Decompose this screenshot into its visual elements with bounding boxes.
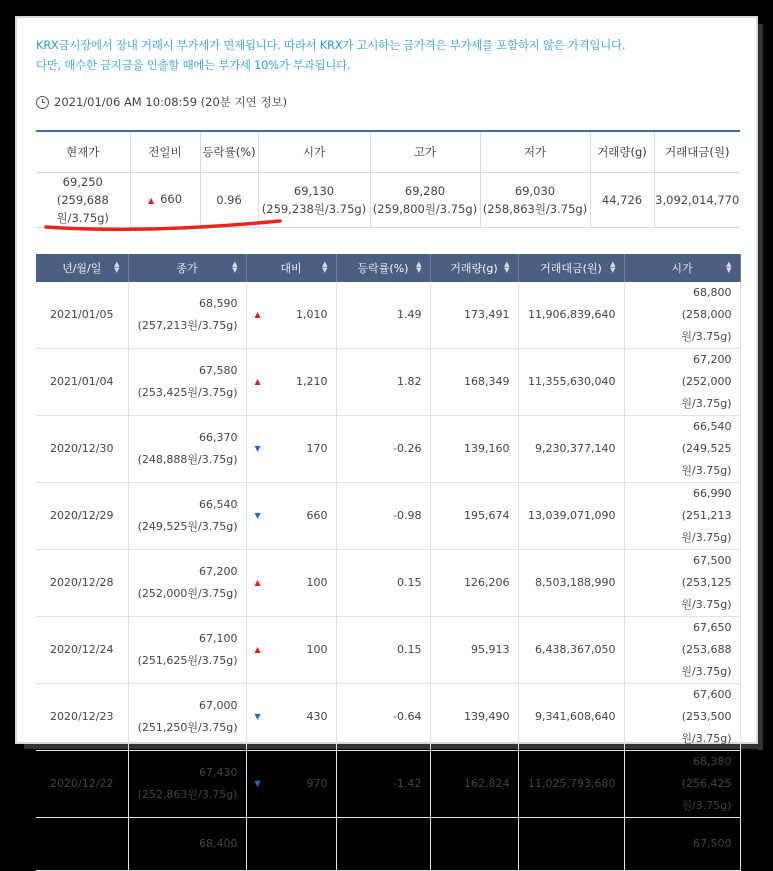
row-rate: -0.64 <box>336 684 430 751</box>
diff-value: 1,210 <box>296 375 328 388</box>
open-price-sub: (253,688원/3.75g) <box>681 643 732 678</box>
open-price: 67,200 <box>693 353 732 366</box>
history-header-row <box>36 254 740 282</box>
close-price: 67,200 <box>199 565 238 578</box>
open-price: 68,800 <box>693 286 732 299</box>
diff-value: 100 <box>306 576 328 589</box>
close-price: 67,000 <box>199 699 238 712</box>
row-diff <box>246 483 336 550</box>
summary-header-high: 고가 <box>370 131 480 173</box>
row-diff <box>246 617 336 684</box>
vat-notice-line2: 다만, 매수한 금지금을 인출할 때에는 부가세 10%가 부과됩니다. <box>36 58 351 72</box>
close-price-sub: (251,250원/3.75g) <box>137 721 238 734</box>
close-price: 67,430 <box>199 766 238 779</box>
sort-icon: ▲ ▼ <box>726 260 732 274</box>
summary-volume: 44,726 <box>590 173 654 228</box>
close-price-sub: (252,000원/3.75g) <box>137 587 238 600</box>
gold-price-page <box>22 22 744 850</box>
table-row <box>36 282 740 349</box>
low-price: 69,030 <box>514 184 556 198</box>
row-rate: 1.82 <box>336 349 430 416</box>
header-close[interactable] <box>128 254 246 282</box>
row-date: 2020/12/24 <box>36 617 128 684</box>
open-price-sub: (249,525원/3.75g) <box>681 442 732 477</box>
sort-icon: ▲ ▼ <box>322 260 328 274</box>
low-price-sub: (258,863원/3.75g) <box>482 202 588 216</box>
row-date: 2021/01/05 <box>36 282 128 349</box>
row-date: 2021/01/04 <box>36 349 128 416</box>
header-rate[interactable] <box>336 254 430 282</box>
summary-header-rate: 등락률(%) <box>200 131 258 173</box>
row-amount: 9,230,377,140 <box>518 416 624 483</box>
triangle-up-icon: ▲ <box>254 310 261 319</box>
row-volume: 126,206 <box>430 550 518 617</box>
header-date-label: 년/월/일 <box>62 262 102 275</box>
row-volume: 195,674 <box>430 483 518 550</box>
diff-value: 100 <box>306 643 328 656</box>
open-price: 67,500 <box>693 554 732 567</box>
row-amount <box>518 818 624 871</box>
summary-header-open: 시가 <box>258 131 370 173</box>
row-diff <box>246 684 336 751</box>
row-open <box>624 684 740 751</box>
header-open-label: 시가 <box>671 262 693 275</box>
header-volume-label: 거래량(g) <box>450 262 498 275</box>
close-price-sub: (251,625원/3.75g) <box>137 654 238 667</box>
header-date[interactable] <box>36 254 128 282</box>
sort-icon: ▲ ▼ <box>504 260 510 274</box>
open-price-sub: (259,238원/3.75g) <box>261 202 367 216</box>
header-diff-label: 대비 <box>280 262 302 275</box>
summary-header-amount: 거래대금(원) <box>654 131 740 173</box>
red-underline-annotation <box>44 218 284 236</box>
vat-notice <box>36 35 625 75</box>
vat-notice-line1: KRX금시장에서 장내 거래시 부가세가 면제됩니다. 따라서 KRX가 고시하는 금가격은 부가세를 포함하지 않은 가격입니다. <box>36 38 626 52</box>
open-price-sub: (253,125원/3.75g) <box>681 576 732 611</box>
close-price-sub: (252,863원/3.75g) <box>137 788 238 801</box>
row-volume: 139,160 <box>430 416 518 483</box>
diff-value: 660 <box>306 509 328 522</box>
row-rate: 0.15 <box>336 617 430 684</box>
sort-icon: ▲ ▼ <box>232 260 238 274</box>
open-price: 67,500 <box>693 837 732 850</box>
diff-value: 430 <box>306 710 328 723</box>
row-amount: 8,503,188,990 <box>518 550 624 617</box>
row-close <box>128 349 246 416</box>
row-close <box>128 617 246 684</box>
triangle-up-icon: ▲ <box>254 578 261 587</box>
history-table <box>36 254 741 871</box>
row-open <box>624 617 740 684</box>
sort-icon: ▲ ▼ <box>416 260 422 274</box>
table-row <box>36 550 740 617</box>
row-close <box>128 684 246 751</box>
summary-header-row <box>36 131 740 173</box>
triangle-up-icon: ▲ <box>254 645 261 654</box>
row-diff <box>246 550 336 617</box>
open-price: 66,990 <box>693 487 732 500</box>
header-volume[interactable] <box>430 254 518 282</box>
triangle-down-icon: ▼ <box>254 444 261 453</box>
table-row <box>36 617 740 684</box>
row-volume: 173,491 <box>430 282 518 349</box>
row-date: 2020/12/28 <box>36 550 128 617</box>
row-date: 2020/12/23 <box>36 684 128 751</box>
current-price: 69,250 <box>62 175 103 189</box>
high-price-sub: (259,800원/3.75g) <box>372 202 478 216</box>
row-amount: 11,025,793,680 <box>518 751 624 818</box>
open-price: 68,380 <box>693 755 732 768</box>
open-price: 67,650 <box>693 621 732 634</box>
row-date: 2020/12/22 <box>36 751 128 818</box>
row-diff <box>246 416 336 483</box>
row-volume <box>430 818 518 871</box>
open-price-sub: (256,425원/3.75g) <box>681 777 732 812</box>
summary-header-volume: 거래량(g) <box>590 131 654 173</box>
row-open <box>624 550 740 617</box>
sort-icon: ▲ ▼ <box>610 260 616 274</box>
row-open <box>624 483 740 550</box>
table-row <box>36 751 740 818</box>
row-close <box>128 550 246 617</box>
triangle-up-icon: ▲ <box>147 196 155 205</box>
close-price: 68,590 <box>199 297 238 310</box>
close-price: 68,400 <box>199 837 238 850</box>
table-row <box>36 416 740 483</box>
header-amount-label: 거래대금(원) <box>540 262 602 275</box>
row-open <box>624 751 740 818</box>
triangle-down-icon: ▼ <box>254 712 261 721</box>
summary-header-low: 저가 <box>480 131 590 173</box>
summary-header-change: 전일비 <box>130 131 200 173</box>
summary-header-current: 현재가 <box>36 131 130 173</box>
summary-amount: 3,092,014,770 <box>654 173 740 228</box>
timestamp-row <box>36 94 287 110</box>
close-price: 67,100 <box>199 632 238 645</box>
close-price-sub: (248,888원/3.75g) <box>137 453 238 466</box>
open-price-sub: (253,500원/3.75g) <box>681 710 732 745</box>
header-close-label: 종가 <box>176 262 198 275</box>
current-price-sub: (259,688원/3.75g) <box>56 193 109 225</box>
triangle-down-icon: ▼ <box>254 511 261 520</box>
table-row <box>36 483 740 550</box>
row-open <box>624 416 740 483</box>
row-diff <box>246 349 336 416</box>
table-row <box>36 684 740 751</box>
row-amount: 11,906,839,640 <box>518 282 624 349</box>
header-diff[interactable] <box>246 254 336 282</box>
row-rate <box>336 818 430 871</box>
header-amount[interactable] <box>518 254 624 282</box>
row-volume: 162,824 <box>430 751 518 818</box>
open-price-sub: (251,213원/3.75g) <box>681 509 732 544</box>
row-rate: 1.49 <box>336 282 430 349</box>
diff-value: 970 <box>306 777 328 790</box>
close-price: 66,370 <box>199 431 238 444</box>
sort-icon: ▲ ▼ <box>114 260 120 274</box>
history-body <box>36 282 740 871</box>
row-open <box>624 349 740 416</box>
open-price-sub: (258,000원/3.75g) <box>681 308 732 343</box>
row-open <box>624 818 740 871</box>
row-rate: -0.26 <box>336 416 430 483</box>
row-date <box>36 818 128 871</box>
table-row <box>36 349 740 416</box>
close-price: 67,580 <box>199 364 238 377</box>
row-volume: 139,490 <box>430 684 518 751</box>
header-rate-label: 등락률(%) <box>357 262 409 275</box>
row-close <box>128 751 246 818</box>
row-amount: 9,341,608,640 <box>518 684 624 751</box>
diff-value: 1,010 <box>296 308 328 321</box>
row-date: 2020/12/30 <box>36 416 128 483</box>
row-rate: -1.42 <box>336 751 430 818</box>
row-close <box>128 818 246 871</box>
diff-value: 170 <box>306 442 328 455</box>
row-amount: 13,039,071,090 <box>518 483 624 550</box>
frame-shadow-right <box>758 24 763 750</box>
triangle-down-icon: ▼ <box>254 779 261 788</box>
summary-low <box>480 173 590 228</box>
clock-icon <box>36 96 49 109</box>
row-date: 2020/12/29 <box>36 483 128 550</box>
row-volume: 95,913 <box>430 617 518 684</box>
summary-table <box>36 130 740 228</box>
close-price-sub: (249,525원/3.75g) <box>137 520 238 533</box>
row-rate: -0.98 <box>336 483 430 550</box>
row-rate: 0.15 <box>336 550 430 617</box>
timestamp-text: 2021/01/06 AM 10:08:59 (20분 지연 정보) <box>54 95 288 109</box>
close-price-sub: (253,425원/3.75g) <box>137 386 238 399</box>
open-price-sub: (252,000원/3.75g) <box>681 375 732 410</box>
row-close <box>128 483 246 550</box>
row-diff <box>246 282 336 349</box>
change-value: 660 <box>160 192 183 206</box>
high-price: 69,280 <box>404 184 446 198</box>
open-price: 66,540 <box>693 420 732 433</box>
close-price-sub: (257,213원/3.75g) <box>137 319 238 332</box>
row-open <box>624 282 740 349</box>
row-diff <box>246 751 336 818</box>
summary-high <box>370 173 480 228</box>
row-amount: 11,355,630,040 <box>518 349 624 416</box>
table-row <box>36 818 740 871</box>
row-diff <box>246 818 336 871</box>
triangle-up-icon: ▲ <box>254 377 261 386</box>
row-amount: 6,438,367,050 <box>518 617 624 684</box>
row-close <box>128 282 246 349</box>
open-price: 69,130 <box>293 184 335 198</box>
open-price: 67,600 <box>693 688 732 701</box>
summary-rate: 0.96 <box>200 173 258 228</box>
header-open[interactable] <box>624 254 740 282</box>
row-close <box>128 416 246 483</box>
close-price: 66,540 <box>199 498 238 511</box>
row-volume: 168,349 <box>430 349 518 416</box>
